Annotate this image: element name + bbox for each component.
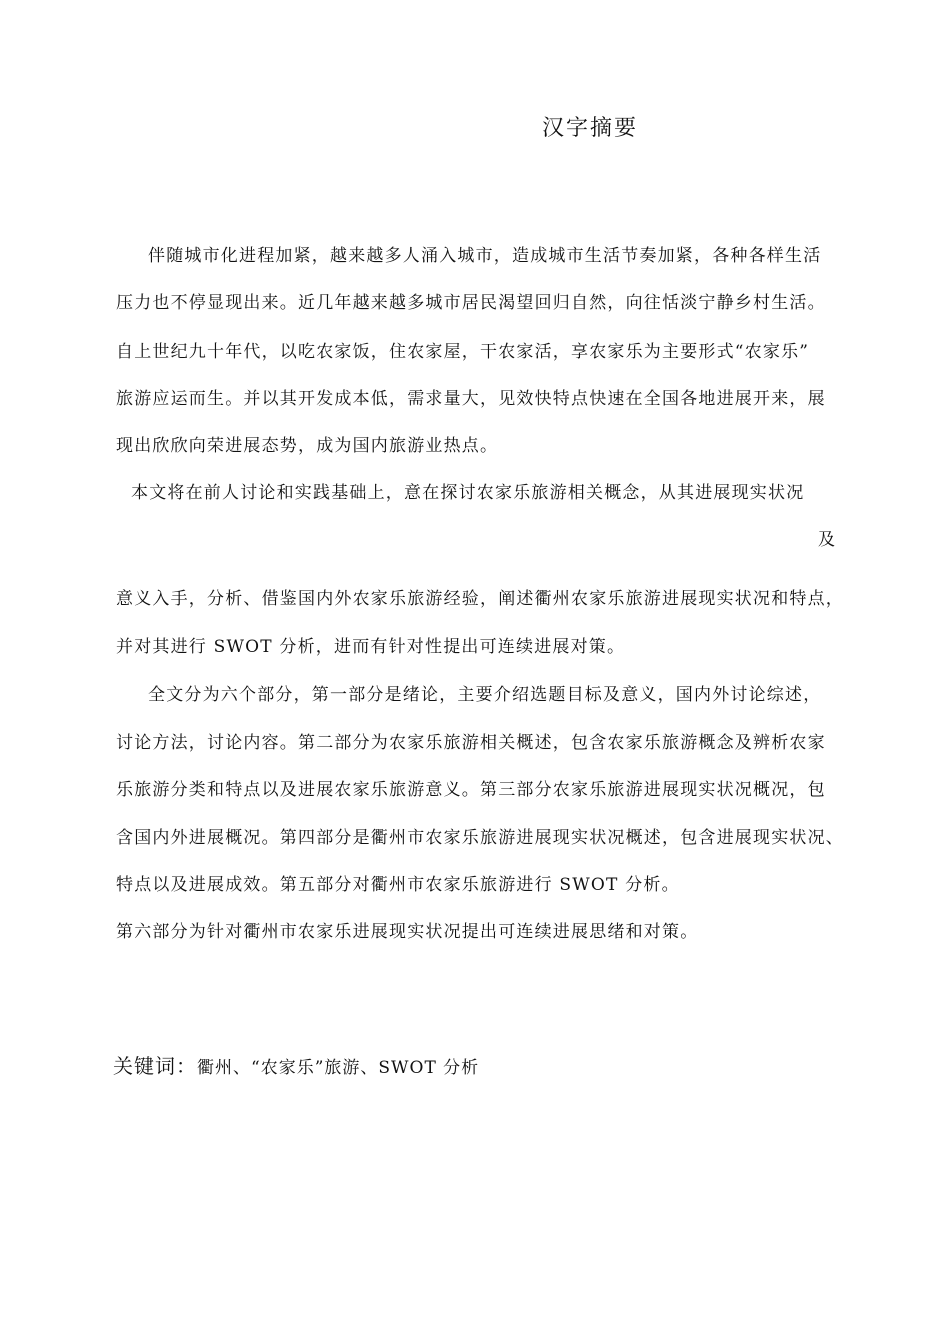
paragraph-3-line-1: 全文分为六个部分，第一部分是绪论，主要介绍选题目标及意义，国内外讨论综述， [148, 685, 822, 705]
keywords-row [113, 1050, 479, 1079]
paragraph-1-line-1: 伴随城市化进程加紧，越来越多人涌入城市，造成城市生活节奏加紧，各种各样生活 [148, 246, 822, 266]
paragraph-3-line-2: 讨论方法，讨论内容。第二部分为农家乐旅游相关概述，包含农家乐旅游概念及辨析农家 [116, 733, 826, 753]
paragraph-3-line-5: 特点以及进展成效。第五部分对衢州市农家乐旅游进行 SWOT 分析。 [116, 875, 680, 895]
abstract-title: 汉字摘要 [542, 116, 639, 141]
paragraph-3-line-4: 含国内外进展概况。第四部分是衢州市农家乐旅游进展现实状况概述，包含进展现实状况、 [116, 828, 844, 848]
keywords-label: 关键词： [113, 1054, 197, 1078]
keywords-value: 衢州、“农家乐”旅游、SWOT 分析 [197, 1058, 480, 1078]
paragraph-2-line-4: 并对其进行 SWOT 分析，进而有针对性提出可连续进展对策。 [116, 637, 626, 657]
paragraph-2-line-2: 及 [818, 530, 837, 550]
paragraph-3-line-6: 第六部分为针对衢州市农家乐进展现实状况提出可连续进展思绪和对策。 [116, 922, 699, 942]
paragraph-1-line-4: 旅游应运而生。并以其开发成本低，需求量大，见效快特点快速在全国各地进展开来，展 [116, 389, 826, 409]
paragraph-2-line-1: 本文将在前人讨论和实践基础上，意在探讨农家乐旅游相关概念，从其进展现实状况 [131, 483, 805, 503]
paragraph-2-line-3: 意义入手，分析、借鉴国内外农家乐旅游经验，阐述衢州农家乐旅游进展现实状况和特点， [116, 589, 844, 609]
paragraph-1-line-3: 自上世纪九十年代，以吃农家饭，住农家屋，干农家活，享农家乐为主要形式“农家乐” [116, 342, 810, 362]
paragraph-3-line-3: 乐旅游分类和特点以及进展农家乐旅游意义。第三部分农家乐旅游进展现实状况概况，包 [116, 780, 826, 800]
paragraph-1-line-5: 现出欣欣向荣进展态势，成为国内旅游业热点。 [116, 436, 499, 456]
paragraph-1-line-2: 压力也不停显现出来。近几年越来越多城市居民渴望回归自然，向往恬淡宁静乡村生活。 [116, 293, 826, 313]
